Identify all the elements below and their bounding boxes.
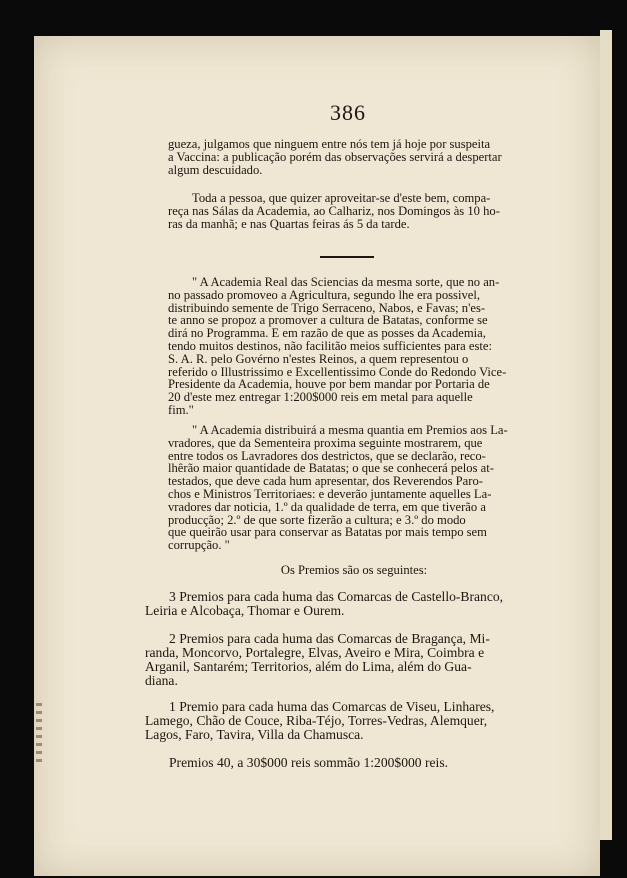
text-line: " A Academia Real das Sciencias da mesma sorte, que no an- <box>192 275 500 289</box>
text-line: 20 d'este mez entregar 1:200$000 reis em metal para aquelle <box>168 390 473 405</box>
prize-group-1 <box>145 590 540 618</box>
text-line: que queirão usar para conservar as Batatas por mais tempo sem <box>168 525 487 540</box>
text-line: 2 Premios para cada huma das Comarcas de Bragança, Mi- <box>169 631 490 646</box>
text-line: gueza, julgamos que ninguem entre nós tem já hoje por suspeita <box>168 137 491 151</box>
intro-paragraph <box>168 138 540 176</box>
adjacent-page-edge <box>600 30 612 840</box>
text-line: S. A. R. pelo Govérno n'estes Reinos, a quem representou o <box>168 351 469 366</box>
text-line: diana. <box>145 673 178 688</box>
text-line: testados, que deve cada hum apresentar, dos Reverendos Paro- <box>168 474 483 489</box>
text-line: Leiria e Alcobaça, Thomar e Ourem. <box>145 603 345 618</box>
text-line: Presidente da Academia, houve por bem mandar por Portaria de <box>168 377 490 392</box>
text-line: Toda a pessoa, que quizer aproveitar-se d'este bem, compa- <box>192 191 491 205</box>
text-line: tendo muitos destinos, não facilitão meios sufficientes para este: <box>168 338 492 353</box>
text-line: dirá no Programma. E em razão de que as posses da Academia, <box>168 326 486 341</box>
text-line: producção; 2.º de que sorte fizerão a cultura; e 3.º do modo <box>168 512 466 527</box>
text-line: referido o Illustrissimo e Excellentissimo Conde do Redondo Vice- <box>168 364 507 379</box>
academy-paragraph-2 <box>168 424 540 552</box>
prize-group-2 <box>145 632 540 688</box>
prize-group-3 <box>145 700 540 742</box>
prizes-heading: Os Premios são os seguintes: <box>280 563 428 577</box>
text-line: corrupção. " <box>168 538 230 553</box>
text-line: entre todos os Lavradores dos destrictos, que se declarão, reco- <box>168 448 486 463</box>
total-line <box>145 756 540 770</box>
page-number: 386 <box>330 100 366 125</box>
text-line: Lamego, Chão de Couce, Riba-Téjo, Torres-Vedras, Alemquer, <box>145 713 488 728</box>
text-line: chos e Ministros Territoriaes: e deverão juntamente aquelles La- <box>168 486 492 501</box>
text-line: Lagos, Faro, Tavira, Villa da Chamusca. <box>145 727 364 742</box>
academy-paragraph-1 <box>168 276 540 417</box>
text-line: 1 Premio para cada huma das Comarcas de Viseu, Linhares, <box>169 699 495 714</box>
text-line: " A Academia distribuirá a mesma quantia em Premios aos La- <box>192 423 508 437</box>
text-line: algum descuidado. <box>168 162 263 177</box>
text-line: 3 Premios para cada huma das Comarcas de Castello-Branco, <box>169 589 504 604</box>
notice-paragraph <box>168 192 540 230</box>
text-line: no passado promoveo a Agricultura, segundo lhe era possivel, <box>168 287 480 302</box>
text-line: distribuindo semente de Trigo Serraceno, Nabos, e Favas; n'es- <box>168 300 486 315</box>
text-line: Premios 40, a 30$000 reis sommão 1:200$000 reis. <box>169 755 449 770</box>
text-line: randa, Moncorvo, Portalegre, Elvas, Aveiro e Mira, Coimbra e <box>145 645 485 660</box>
binding-gutter <box>36 703 42 763</box>
text-line: Arganil, Santarém; Territorios, além do Lima, além do Gua- <box>145 659 472 674</box>
text-line: ras da manhã; e nas Quartas feiras ás 5 da tarde. <box>168 216 410 231</box>
text-line: fim." <box>168 402 194 417</box>
text-line: te anno se propoz a promover a cultura de Batatas, conforme se <box>168 313 488 328</box>
text-line: vradores, que da Sementeira proxima seguinte mostrarem, que <box>168 435 483 450</box>
text-line: lhêrão maior quantidade de Batatas; o que se conhecerá pelos at- <box>168 461 494 476</box>
text-line: vradores dar noticia, 1.º da qualidade de terra, em que tiverão a <box>168 499 486 514</box>
text-line: reça nas Sálas da Academia, ao Calhariz, nos Domingos às 10 ho- <box>168 203 500 218</box>
section-divider <box>320 256 374 258</box>
text-line: a Vaccina: a publicação porém das observações servirá a despertar <box>168 149 502 164</box>
